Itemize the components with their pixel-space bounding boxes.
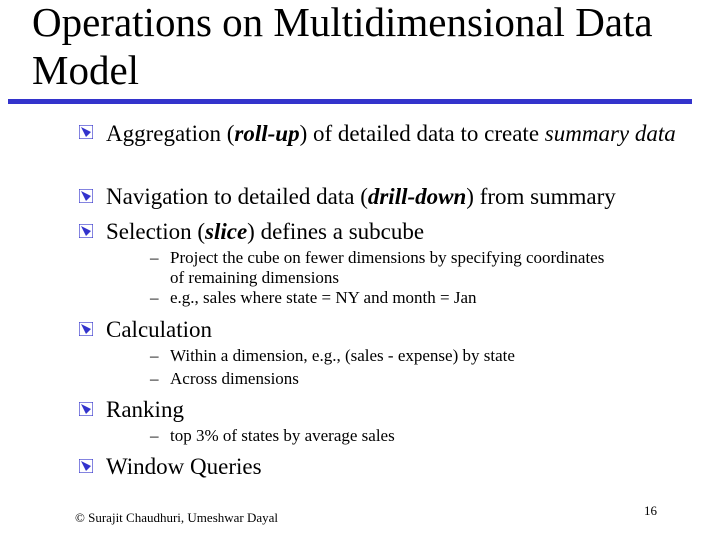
footer-credits: © Surajit Chaudhuri, Umeshwar Dayal [75, 510, 279, 525]
sub-bullet-text: Project the cube on fewer dimensions by specifying coordinates of remaining dimensions [170, 248, 605, 287]
bullet-calculation: Calculation [106, 317, 213, 342]
slide-title: Operations on Multidimensional Data Model [32, 0, 653, 93]
dash-marker: – [150, 248, 159, 267]
bullet-ranking: Ranking [106, 397, 184, 422]
dash-marker: – [150, 369, 159, 388]
sub-bullet-example [150, 288, 620, 308]
diamond-bullet-icon [79, 189, 93, 203]
dash-marker: – [150, 426, 159, 445]
diamond-bullet-icon [79, 322, 93, 336]
bullet-navigation: Navigation to detailed data (drill-down) from summary [106, 184, 616, 209]
sub-bullet-text: Within a dimension, e.g., (sales - expense) by state [170, 346, 515, 365]
diamond-bullet-icon [79, 459, 93, 473]
sub-bullet-project [150, 248, 620, 288]
page-number: 16 [644, 503, 657, 518]
sub-bullet-text: e.g., sales where state = NY and month = Jan [170, 288, 477, 307]
sub-bullet-within [150, 346, 620, 366]
bullet-aggregation: Aggregation (roll-up) of detailed data to create summary data [106, 121, 676, 146]
sub-bullet-top [150, 426, 620, 446]
dash-marker: – [150, 288, 159, 307]
dash-marker: – [150, 346, 159, 365]
diamond-bullet-icon [79, 402, 93, 416]
sub-bullet-across [150, 369, 620, 389]
title-underline [8, 99, 692, 104]
sub-bullet-text: top 3% of states by average sales [170, 426, 395, 445]
diamond-bullet-icon [79, 125, 93, 139]
bullet-selection: Selection (slice) defines a subcube [106, 219, 425, 244]
sub-bullet-text: Across dimensions [170, 369, 299, 388]
bullet-window-queries: Window Queries [106, 454, 262, 479]
diamond-bullet-icon [79, 224, 93, 238]
